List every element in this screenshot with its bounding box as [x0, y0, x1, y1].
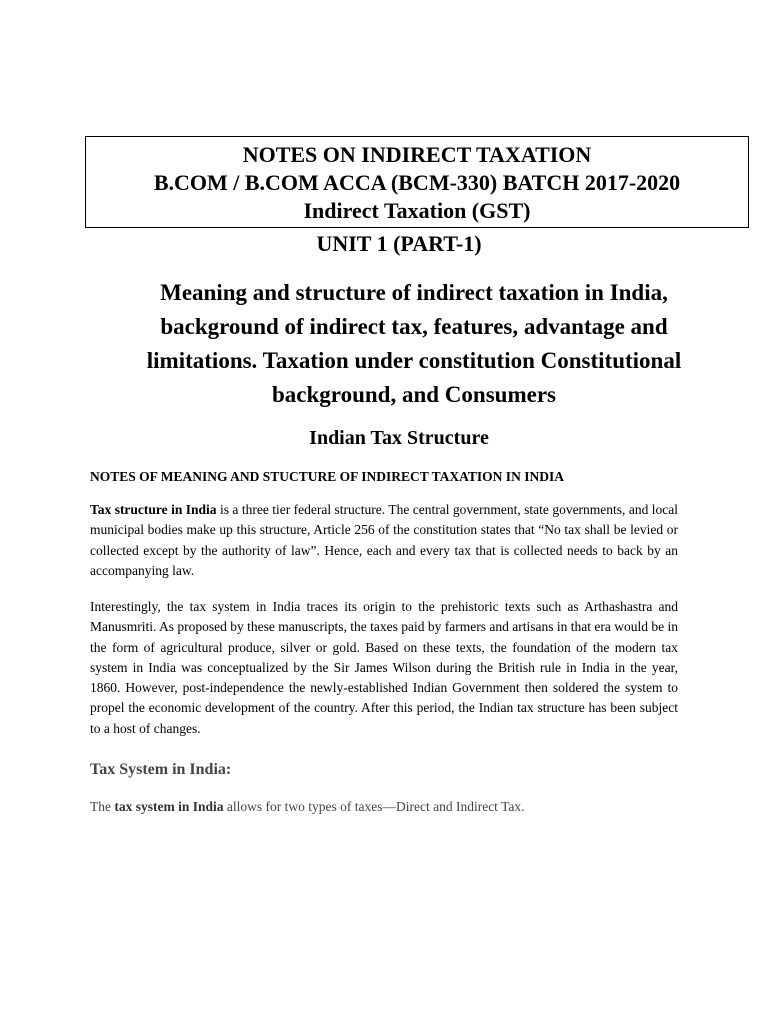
unit-heading: UNIT 1 (PART-1) — [316, 231, 482, 256]
title-box — [85, 136, 749, 228]
subtitle-line: limitations. Taxation under constitution Constitutional — [146, 348, 682, 373]
subtitle-line: Meaning and structure of indirect taxation in India, — [160, 280, 668, 305]
tax-system-suffix: allows for two types of taxes—Direct and Indirect Tax. — [223, 799, 525, 814]
tax-system-text — [90, 797, 690, 817]
paragraph-tax-structure — [90, 500, 678, 581]
unit-subtitle — [60, 276, 768, 412]
section-heading: Indian Tax Structure — [309, 427, 489, 449]
paragraph-text: is a three tier federal structure. The central government, state governments, and local municipal bodies make up this structure, Article 256 of the constitution states that “No tax shall be levied or collected except by the authority of law”. Hence, each and every tax that is collected needs to back by an accompanying law. — [90, 502, 678, 578]
course-batch-line: B.COM / B.COM ACCA (BCM-330) BATCH 2017-2020 — [153, 170, 681, 195]
subtitle-line: background, and Consumers — [272, 382, 556, 407]
subject-line: Indirect Taxation (GST) — [303, 198, 531, 223]
tax-system-prefix: The — [90, 799, 115, 814]
notes-heading: NOTES OF MEANING AND STUCTURE OF INDIRECT TAXATION IN INDIA — [90, 469, 564, 484]
paragraph-history: Interestingly, the tax system in India traces its origin to the prehistoric texts such as Arthashastra and Manusmriti. As proposed by these manuscripts, the taxes paid by farmers and artisans in that era would be in the form of agricultural produce, silver or gold. Based on these texts, the foundation of the modern tax system in India was conceptualized by the Sir James Wilson during the British rule in India in the year, 1860. However, post-independence the newly-established Indian Government then soldered the system to propel the economic development of the country. After this period, the Indian tax structure has been subject to a host of changes. — [90, 599, 678, 736]
tax-system-bold: tax system in India — [114, 799, 224, 814]
subtitle-line: background of indirect tax, features, advantage and — [160, 314, 668, 339]
paragraph-bold-lead: Tax structure in India — [90, 502, 217, 517]
document-title: NOTES ON INDIRECT TAXATION — [242, 142, 592, 167]
tax-system-heading: Tax System in India: — [90, 761, 232, 778]
